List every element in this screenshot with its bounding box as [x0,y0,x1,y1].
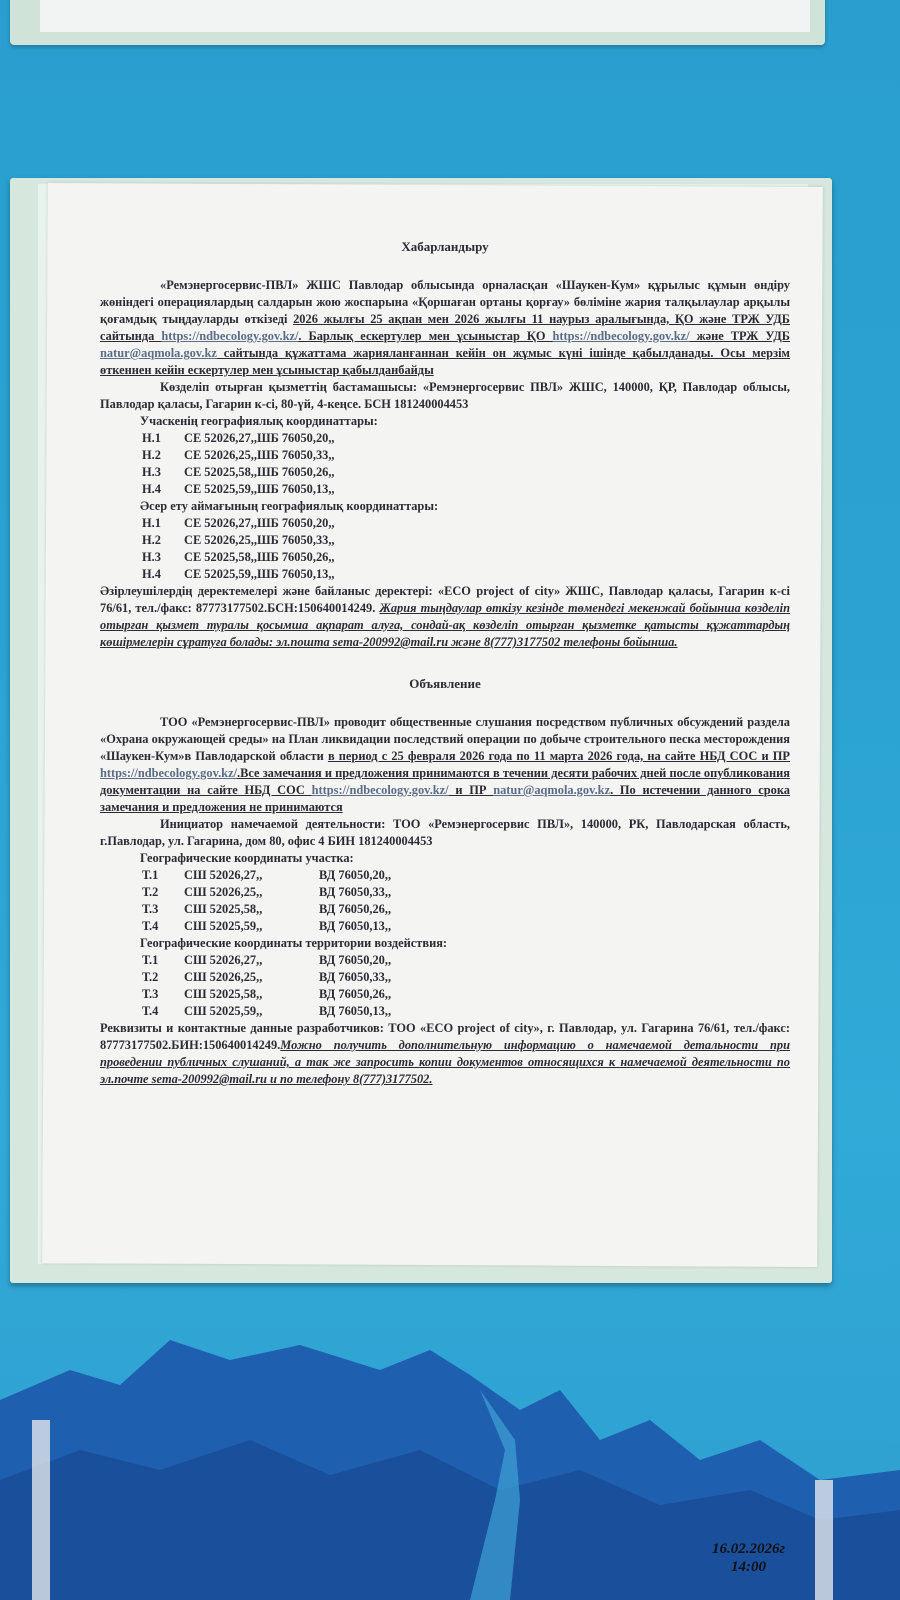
coord-row [142,918,790,935]
coord-point: Т.3 [142,987,159,1001]
coord-point: Т.1 [142,868,159,882]
ru-link-2[interactable]: https://ndbecology.gov.kz/ [311,783,449,797]
coord-value: СЕ 52025,59,,ШБ 76050,13,, [184,482,335,496]
kz-developer-info: Әзірлеушілердің деректемелері және байланыс деректері: «ECO project of city» ЖШС, Павлодар қаласы, Гагарин к-сі 76/61, тел./факс: 87773177502.БСН:150640014249. [100,584,790,615]
ru-link-1[interactable]: https://ndbecology.gov.kz/ [100,766,238,780]
coord-row [142,1003,790,1020]
coord-row [142,430,790,447]
kz-impact-coords-heading: Әсер ету аймағының географиялық координаттары: [140,499,439,513]
coord-point: Т.2 [142,970,159,984]
ru-p1-and: и ПР [448,783,494,797]
coord-row [142,566,790,583]
coord-point: Т.1 [142,953,159,967]
ru-contact-info: Можно получить дополнительную информацию о намечаемой детальности при проведении публичных слушаний, а так же запросить копии документов относящихся к намечаемой деятельности по эл.почте sema-200992@mail.ru и по телефону 8(777)3177502. [100,1038,790,1086]
coord-lat: СШ 52025,58,, [184,902,263,916]
coord-point: Н.1 [142,516,161,530]
coord-row [142,515,790,532]
kz-developer-details [100,583,790,651]
ru-paragraph-1 [100,714,790,816]
kz-site-coords [100,430,790,498]
coord-lat: СШ 52025,59,, [184,919,263,933]
kz-link-1[interactable]: https://ndbecology.gov.kz/ [161,329,299,343]
kz-paragraph-1 [100,277,790,379]
coord-lon: ВД 76050,20,, [319,953,392,967]
coord-point: Н.3 [142,465,161,479]
coord-row [142,549,790,566]
coord-row [142,867,790,884]
coord-value: СЕ 52026,25,,ШБ 76050,33,, [184,448,335,462]
coord-value: СЕ 52025,59,,ШБ 76050,13,, [184,567,335,581]
kz-site-coords-heading: Учаскенің географиялық координаттары: [140,414,378,428]
kz-p1-terms: сайтында құжаттама жарияланғаннан кейін он жұмыс күні ішінде қабылданады. Осы мерзім өткеннен кейін ескертулер мен ұсыныстар қабылданбайды [100,346,790,377]
ru-impact-coords [100,952,790,1020]
coord-point: Т.2 [142,885,159,899]
ru-developer-details [100,1020,790,1088]
kz-p1-remarks: . Барлық ескертулер мен ұсыныстар ҚО [298,329,553,343]
coord-lon: ВД 76050,13,, [319,1004,392,1018]
coord-point: Н.4 [142,567,161,581]
ru-p1-terms: . По истечении данного срока замечания и предложения не принимаются [100,783,791,814]
coord-lat: СШ 52025,58,, [184,987,263,1001]
coord-lat: СШ 52026,27,, [184,953,263,967]
coord-row [142,447,790,464]
coord-value: СЕ 52025,58,,ШБ 76050,26,, [184,550,335,564]
kz-link-3[interactable]: natur@aqmola.gov.kz [100,346,217,360]
kz-p1-intro: «Ремэнергосервис-ПВЛ» ЖШС Павлодар облысында орналасқан «Шаукен-Кум» құрылыс құмын өндіру жөніндегі операциялардың салдарын жою жоспарына «Қоршаған ортаны қорғау» бөліміне жария талқылаулар арқылы қоғамдық тыңдауларды өткізеді [100,278,790,326]
coord-lat: СШ 52026,27,, [184,868,263,882]
ru-link-3[interactable]: natur@aqmola.gov.kz [493,783,611,797]
coord-value: СЕ 52026,27,,ШБ 76050,20,, [184,431,335,445]
ru-title: Объявление [409,676,481,691]
coord-lon: ВД 76050,26,, [319,987,392,1001]
kz-title: Хабарландыру [401,239,489,254]
tape-left [32,1420,50,1600]
kz-initiator: Көзделіп отырған қызметтің бастамашысы: «Ремэнергосервис ПВЛ» ЖШС, 140000, ҚР, Павлодар облысы, Павлодар қаласы, Гагарин к-сі, 80-үй, 4-кеңсе. БСН 181240004453 [100,380,790,411]
coord-point: Н.4 [142,482,161,496]
timestamp-time: 14:00 [731,1559,767,1575]
coord-point: Н.3 [142,550,161,564]
ru-developer-info: Реквизиты и контактные данные разработчиков: ТОО «ECO project of city», г. Павлодар, ул. Гагарина 76/61, тел./факс: 87773177502.БИН:150640014249. [100,1021,790,1052]
coord-lat: СШ 52025,59,, [184,1004,263,1018]
tape-right [815,1480,833,1600]
top-sheet [40,0,810,32]
kz-impact-coords [100,515,790,583]
coord-row [142,901,790,918]
ru-site-coords [100,867,790,935]
coord-lon: ВД 76050,26,, [319,902,392,916]
ru-p1-intro: ТОО «Ремэнергосервис-ПВЛ» проводит общественные слушания посредством публичных обсуждений раздела «Охрана окружающей среды» на План ликвидации последствий операции по добыче строительного песка месторождения «Шаукен-Кум»в Павлодарской области [100,715,790,763]
coord-point: Н.2 [142,533,161,547]
coord-lon: ВД 76050,33,, [319,970,392,984]
coord-row [142,884,790,901]
coord-point: Т.4 [142,1004,159,1018]
coord-row [142,481,790,498]
ru-p1-remarks: .Все замечания и предложения принимаются в течении десяти рабочих дней после опубликования документации на сайте НБД СОС [100,766,790,797]
timestamp-date: 16.02.2026г [712,1541,786,1557]
coord-lon: ВД 76050,13,, [319,919,392,933]
notice-document [100,238,790,1088]
coord-lon: ВД 76050,33,, [319,885,392,899]
coord-row [142,969,790,986]
ru-impact-coords-heading: Географические координаты территории воздействия: [140,936,448,950]
coord-value: СЕ 52026,25,,ШБ 76050,33,, [184,533,335,547]
coord-lat: СШ 52026,25,, [184,885,263,899]
section-divider [100,651,790,669]
coord-point: Н.2 [142,448,161,462]
coord-point: Т.4 [142,919,159,933]
coord-lon: ВД 76050,20,, [319,868,392,882]
ru-p1-dates: в период с 25 февраля 2026 года по 11 марта 2026 года, на сайте НБД СОС и ПР [327,749,790,763]
kz-p1-and: және ТРЖ УДБ [689,329,790,343]
coord-value: СЕ 52026,27,,ШБ 76050,20,, [184,516,335,530]
coord-point: Т.3 [142,902,159,916]
kz-link-2[interactable]: https://ndbecology.gov.kz/ [552,329,690,343]
photo-timestamp [712,1540,785,1576]
kz-p1-dates: 2026 жылғы 25 ақпан мен 2026 жылғы 11 наурыз аралығында, ҚО және ТРЖ УДБ сайтында [100,312,790,343]
coord-row [142,532,790,549]
kz-contact-info: Жария тыңдаулар өткізу кезінде төмендегі мекенжай бойынша көзделіп отырған қызмет туралы қосымша ақпарат алуға, сондай-ақ көзделіп отырған қызметке қатысты құжаттардың көшірмелерін сұратуға болады: эл.пошта sema-200992@mail.ru және 8(777)3177502 телефоны бойынша. [100,601,790,649]
coord-row [142,986,790,1003]
coord-value: СЕ 52025,58,,ШБ 76050,26,, [184,465,335,479]
coord-row [142,952,790,969]
ru-site-coords-heading: Географические координаты участка: [140,851,354,865]
ru-initiator: Инициатор намечаемой деятельности: ТОО «Ремэнергосервис ПВЛ», 140000, РК, Павлодарская область, г.Павлодар, ул. Гагарина, дом 80, офис 4 БИН 181240004453 [100,817,790,848]
coord-row [142,464,790,481]
coord-point: Н.1 [142,431,161,445]
coord-lat: СШ 52026,25,, [184,970,263,984]
